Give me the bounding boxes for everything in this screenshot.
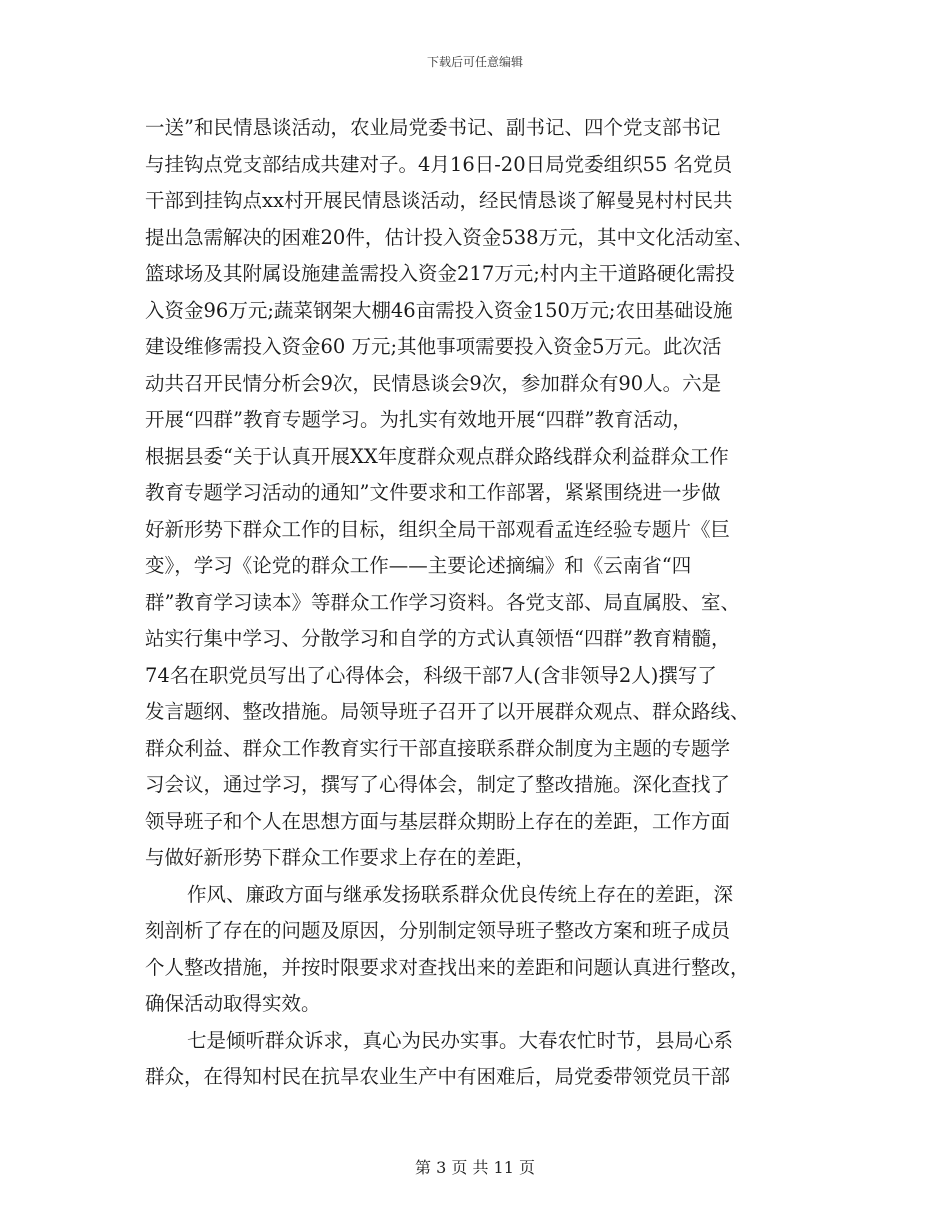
text-line: 确保活动取得实效。 [145,992,321,1015]
text-line: 74名在职党员写出了心得体会，科级干部7人(含非领导2人)撰写了 [145,663,717,687]
text-line: 群众利益、群众工作教育实行干部直接联系群众制度为主题的专题学 [145,736,731,760]
text-line: 一送”和民情恳谈活动，农业局党委书记、副书记、四个党支部书记 [145,116,721,139]
text-line: 干部到挂钩点xx村开展民情恳谈活动，经民情恳谈了解曼晃村村民共 [145,189,733,212]
text-line: 提出急需解决的困难20件，估计投入资金538万元，其中文化活动室、 [145,225,754,249]
text-line: 根据县委“关于认真开展XX年度群众观点群众路线群众利益群众工作 [145,444,729,468]
page-number: 第 3 页 共 11 页 [415,1158,535,1177]
text-line: 与做好新形势下群众工作要求上存在的差距， [145,846,536,869]
page-header-note: 下载后可任意编辑 [426,55,523,69]
text-line: 入资金96万元;蔬菜钢架大棚46亩需投入资金150万元;农田基础设施 [145,298,733,322]
text-line: 刻剖析了存在的问题及原因，分别制定领导班子整改方案和班子成员 [145,919,731,942]
text-line: 群”教育学习读本》等群众工作学习资料。各党支部、局直属股、室、 [145,590,740,614]
text-line: 开展“四群”教育专题学习。为扎实有效地开展“四群”教育活动， [145,408,692,431]
text-line: 动共召开民情分析会9次，民情恳谈会9次，参加群众有90人。六是 [145,371,722,395]
text-line: 好新形势下群众工作的目标，组织全局干部观看孟连经验专题片《巨 [145,517,731,541]
text-line: 发言题纲、整改措施。局领导班子召开了以开展群众观点、群众路线、 [145,700,750,723]
text-line: 站实行集中学习、分散学习和自学的方式认真领悟“四群”教育精髓， [145,627,731,650]
text-line: 教育专题学习活动的通知”文件要求和工作部署，紧紧围绕进一步做 [145,481,721,504]
text-line: 与挂钩点党支部结成共建对子。4月16日-20日局党委组织55 名党员 [145,152,733,176]
text-line: 七是倾听群众诉求，真心为民办实事。大春农忙时节，县局心系 [187,1028,734,1052]
text-line: 习会议，通过学习，撰写了心得体会，制定了整改措施。深化查找了 [145,773,731,796]
text-line: 领导班子和个人在思想方面与基层群众期盼上存在的差距，工作方面 [145,809,731,833]
text-line: 群众，在得知村民在抗旱农业生产中有困难后，局党委带领党员干部 [145,1065,731,1088]
text-line: 篮球场及其附属设施建盖需投入资金217万元;村内主干道路硬化需投 [145,262,735,285]
text-line: 建设维修需投入资金60 万元;其他事项需要投入资金5万元。此次活 [145,335,722,358]
text-line: 作风、廉政方面与继承发扬联系群众优良传统上存在的差距，深 [187,882,734,906]
text-line: 变》，学习《论党的群众工作——主要论述摘编》和《云南省“四 [145,554,692,577]
text-line: 个人整改措施，并按时限要求对查找出来的差距和问题认真进行整改， [145,955,750,979]
document-body [145,110,815,1096]
